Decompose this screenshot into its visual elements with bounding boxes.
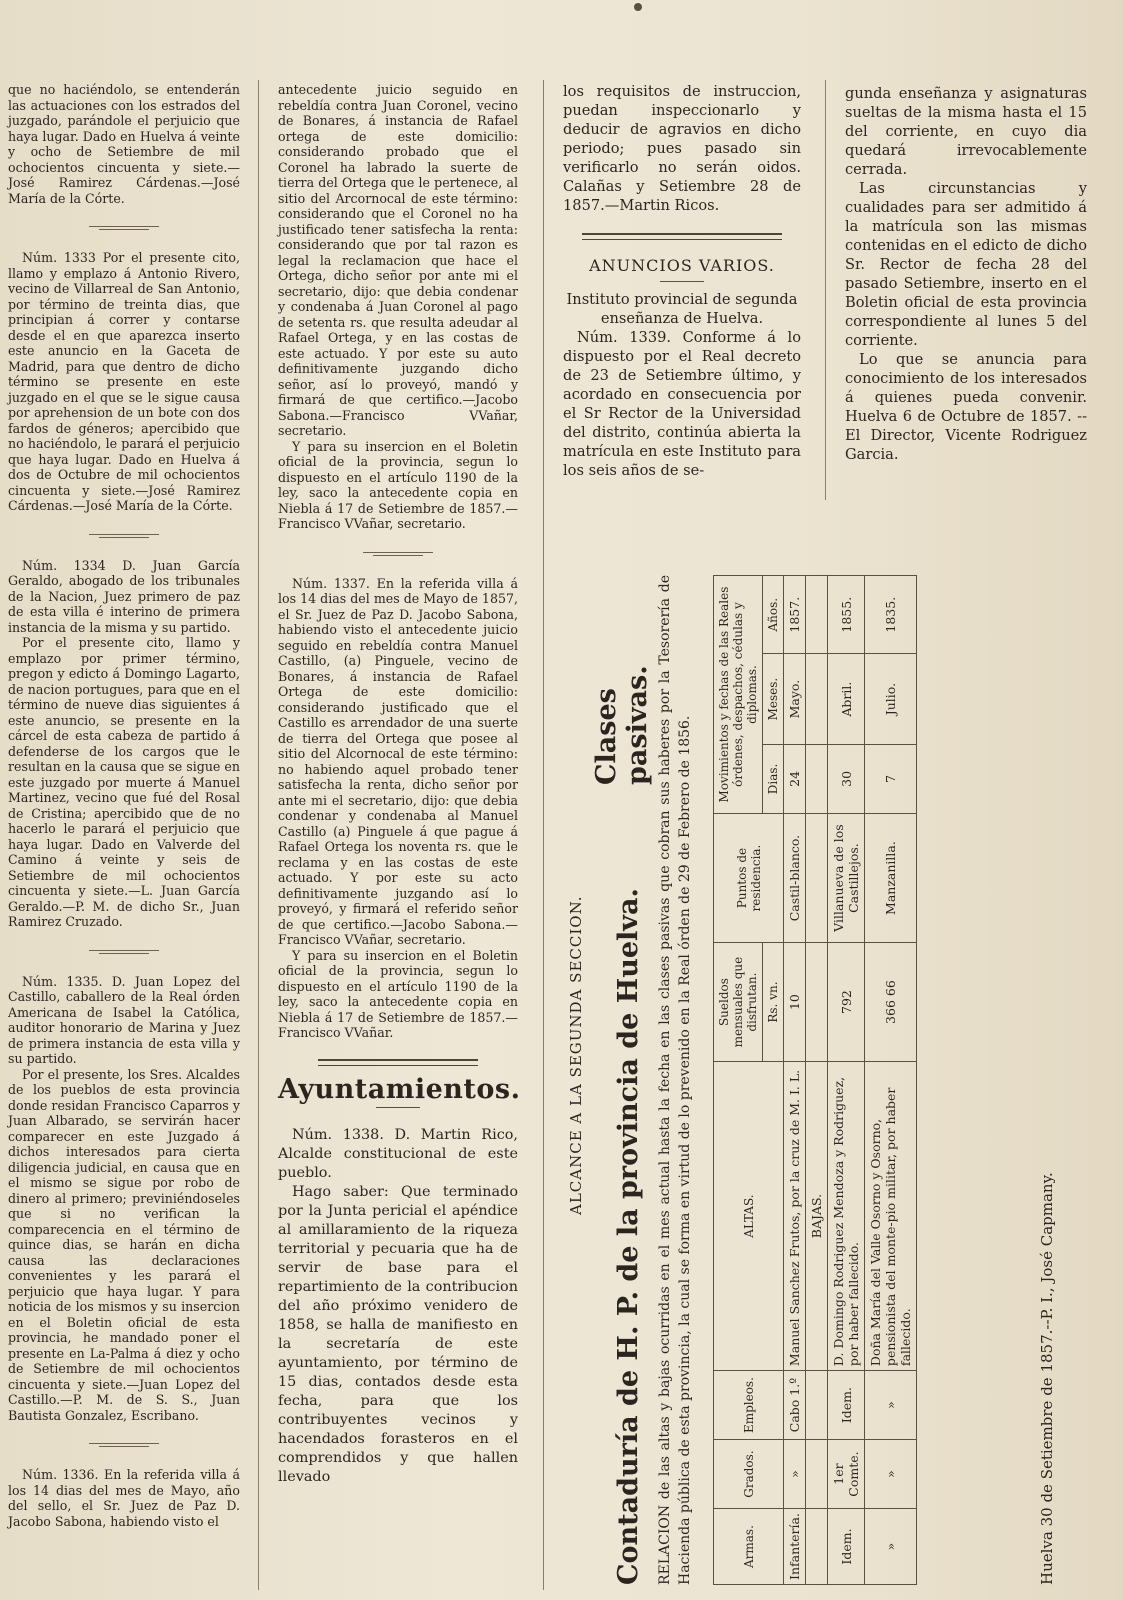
double-separator: [318, 1059, 478, 1066]
header-anos: Años.: [763, 576, 784, 654]
table-signature: Huelva 30 de Setiembre de 1857.--P. I., José Capmany.: [1038, 1172, 1056, 1585]
cell-grados: »: [784, 1440, 806, 1509]
header-dias: Dias.: [763, 744, 784, 813]
header-sueldos: Sueldos mensuales que disfrutan.: [714, 943, 763, 1062]
contaduria-title: Contaduría de H. P. de la provincia de Huelva.: [613, 888, 644, 1585]
separator: [363, 552, 433, 554]
notice-1334-body: Por el presente cito, llamo y emplazo por primer término, pregon y edicto á Domingo Lagarto, de nacion portugues, para que en el término de nueve dias siguientes á este anuncio, se presente en la cárcel de esta cabeza de partido á defenderse de los cargos que le resultan en la causa que se sigue en este juzgado por muerte á Manuel Martinez, vecino que fué del Rosal de Cristina; apercibido que de no hacerlo le parará el perjuicio que haya lugar. Dado en Valverde del Camino á veinte y seis de Setiembre de mil ochocientos cincuenta y siete.—L. Juan García Geraldo.—P. M. de dicho Sr., Juan Ramirez Cruzado.: [8, 635, 240, 929]
notice-1333: Núm. 1333 Por el presente cito, llamo y emplazo á Antonio Rivero, vecino de Villarreal de San Antonio, por término de treinta dias, que principian á correr y contarse desde el en que aparezca inserto este anuncio en la Gaceta de Madrid, para que dentro de dicho término se presente en este juzgado en el que se le sigue causa por aprehension de un bote con dos fardos de géneros; apercibido que no haciéndolo, le parará el perjuicio que haya lugar. Dado en Huelva á dos de Octubre de mil ochocientos cincuenta y siete.—José Ramirez Cárdenas.—José María de la Córte.: [8, 250, 240, 513]
clases-pasivas-section: [563, 563, 1098, 1585]
column-rule-1: [258, 80, 259, 1590]
cell-mes: Abril.: [828, 654, 865, 744]
notice-1339-continued: gunda enseñanza y asignaturas sueltas de la misma hasta el 15 del corriente, en cuyo dia quedará irrevocablemente cerrada.: [845, 85, 1087, 178]
cell-sueldo: 792: [828, 943, 865, 1062]
separator: [89, 534, 159, 536]
table-header-row: [714, 576, 763, 1585]
cell-dias: 30: [828, 744, 865, 813]
header-altas: ALTAS.: [714, 1062, 784, 1371]
notice-1339-closing: Lo que se anuncia para conocimiento de los interesados á quienes pueda convenir. Huelva 6 de Octubre de 1857. --El Director, Vicente Rodriguez Garcia.: [845, 351, 1087, 463]
cell-nombre: D. Domingo Rodriguez Mendoza y Rodriguez, por haber fallecido.: [828, 1062, 865, 1371]
notice-1338-body: Hago saber: Que terminado por la Junta pericial el apéndice al amillaramiento de la riqueza territorial y pecuaria que ha de servir de base para el repartimiento de la contribucion del año próximo venidero de 1858, se halla de manifiesto en la secretaría de este ayuntamiento, por término de 15 dias, contados desde esta fecha, para que los contribuyentes vecinos y hacendados forasteros en el comprendidos y que hallen llevado: [278, 1184, 518, 1485]
cell-grados: »: [865, 1440, 917, 1509]
column-rule-2: [543, 80, 544, 1590]
table-row: [865, 576, 917, 1585]
cell-ano: 1855.: [828, 576, 865, 654]
cell-ano: 1835.: [865, 576, 917, 654]
page-hole: [634, 3, 642, 11]
table-row: [828, 576, 865, 1585]
cell-armas: Idem.: [828, 1509, 865, 1585]
column-rule-3: [825, 80, 826, 500]
separator: [89, 950, 159, 952]
cell-punto: Manzanilla.: [865, 814, 917, 943]
column-3: [563, 82, 801, 480]
notice-1337-insertion: Y para su insercion en el Boletin oficial de la provincia, segun lo dispuesto en el artículo 1190 de la ley, saco la antecedente copia en Niebla á 17 de Setiembre de 1857.—Francisco VVañar.: [278, 947, 518, 1040]
alcance-heading: ALCANCE A LA SEGUNDA SECCION.: [567, 895, 585, 1215]
separator: [89, 1443, 159, 1445]
table-row-bajas-label: [806, 576, 828, 1585]
table-row: [784, 576, 806, 1585]
header-grados: Grados.: [714, 1440, 784, 1509]
cell-armas: Infantería.: [784, 1509, 806, 1585]
heading-anuncios-varios: ANUNCIOS VARIOS.: [589, 256, 775, 275]
column-4: [845, 84, 1087, 464]
cell-mes: Mayo.: [784, 654, 806, 744]
cell-mes: Julio.: [865, 654, 917, 744]
cell-ano: 1857.: [784, 576, 806, 654]
column-2: [278, 82, 521, 1487]
notice-1338-continued: los requisitos de instruccion, puedan inspeccionarlo y deducir de agravios en dicho periodo; pues pasado sin verificarlo no serán oidos. Calañas y Setiembre 28 de 1857.—Martin Ricos.: [563, 83, 801, 214]
cell-armas: »: [865, 1509, 917, 1585]
header-armas: Armas.: [714, 1509, 784, 1585]
cell-bajas-label: BAJAS.: [806, 1062, 828, 1371]
separator: [660, 281, 704, 282]
relacion-text: RELACION de las altas y bajas ocurridas en el mes actual hasta la fecha en las clases pasivas que cobran sus haberes por la Tesorería de Hacienda pública de esta provincia, la cual se forma en virtud de lo prevenido en la Real órden de 29 de Febrero de 1856.: [657, 575, 693, 1585]
cell-nombre: Doña María del Valle Osorno y Osorno, pensionista del monte-pio militar, por haber fallecido.: [865, 1062, 917, 1371]
notice-1339-conditions: Las circunstancias y cualidades para ser admitido á la matrícula son las mismas contenidas en el edicto de dicho Sr. Rector de fecha 28 del pasado Setiembre, inserto en el Boletin oficial de esta provincia correspondiente al lunes 5 del corriente.: [845, 180, 1087, 349]
notice-1336-insertion: Y para su insercion en el Boletin oficial de la provincia, segun lo dispuesto en el artículo 1190 de la ley, saco la antecedente copia en Niebla á 17 de Setiembre de 1857.—Francisco VVañar, secretario.: [278, 438, 518, 531]
cell-punto: Villanueva de los Castillejos.: [828, 814, 865, 943]
notice-1335-heading: Núm. 1335. D. Juan Lopez del Castillo, caballero de la Real órden Americana de Isabel la Católica, auditor honorario de Marina y Juez de primera instancia de esta villa y su partido.: [8, 973, 240, 1066]
header-movimientos: Movimientos y fechas de las Reales órdenes, despachos, cédulas y diplomas.: [714, 576, 763, 814]
header-puntos: Puntos de residencia.: [714, 814, 784, 943]
clases-pasivas-table: [713, 575, 917, 1585]
separator: [376, 1107, 420, 1108]
notice-continuation: que no haciéndolo, se entenderán las actuaciones con los estrados del juzgado, parándole el perjuicio que haya lugar. Dado en Huelva á veinte y ocho de Setiembre de mil ochocientos cincuenta y siete.— José Ramirez Cárdenas.—José María de la Córte.: [8, 82, 240, 206]
header-empleos: Empleos.: [714, 1371, 784, 1440]
notice-1339: Núm. 1339. Conforme á lo dispuesto por el Real decreto de 23 de Setiembre último, y acordado en consecuencia por el Sr Rector de la Universidad del distrito, continúa abierta la matrícula en este Instituto para los seis años de se-: [563, 329, 801, 479]
cell-punto: Castil-blanco.: [784, 814, 806, 943]
clases-pasivas-title: Clases pasivas.: [591, 665, 653, 785]
notice-1337: Núm. 1337. En la referida villa á los 14 dias del mes de Mayo de 1857, el Sr. Juez de Paz D. Jacobo Sabona, habiendo visto el antecedente juicio seguido en rebeldía contra Manuel Castillo, (a) Pinguele, vecino de Bonares, á instancia de Rafael Ortega de este domicilio: considerando justificado que el Castillo es arrendador de una suerte de tierra del Ortega que posee al sitio del Alcornocal de este término: no habiendo aquel probado tener satisfecha la renta, dicho señor por ante mi el secretario, dijo: que debia condenar y condenaba al Manuel Castillo (a) Pinguele á que pague á Rafael Ortega los noventa rs. que le reclama y en las costas de este actuado. Y por este su acto definitivamente juzgando así lo proveyó, y firmará el referido señor de que certifico.—Jacobo Sabona.—Francisco VVañar, secretario.: [278, 575, 518, 947]
institute-name: Instituto provincial de segunda enseñanza de Huelva.: [566, 291, 798, 327]
cell-sueldo: 10: [784, 943, 806, 1062]
cell-empleos: Idem.: [828, 1371, 865, 1440]
cell-sueldo: 366 66: [865, 943, 917, 1062]
notice-1338-heading: Núm. 1338. D. Martin Rico, Alcalde constitucional de este pueblo.: [278, 1127, 518, 1181]
cell-dias: 24: [784, 744, 806, 813]
notice-1336: Núm. 1336. En la referida villa á los 14 dias del mes de Mayo, año del sello, el Sr. Juez de Paz D. Jacobo Sabona, habiendo visto el: [8, 1467, 240, 1529]
notice-1334-heading: Núm. 1334 D. Juan García Geraldo, abogado de los tribunales de la Nacion, Juez primero de paz de esta villa é interino de primera instancia de la misma y su partido.: [8, 557, 240, 635]
cell-dias: 7: [865, 744, 917, 813]
cell-empleos: »: [865, 1371, 917, 1440]
column-1: [8, 82, 240, 1529]
header-rs: Rs. vn.: [763, 943, 784, 1062]
double-separator: [582, 233, 782, 240]
header-meses: Meses.: [763, 654, 784, 744]
section-title-ayuntamientos: Ayuntamientos.: [278, 1073, 521, 1105]
cell-grados: 1er Comte.: [828, 1440, 865, 1509]
notice-1336-continued: antecedente juicio seguido en rebeldía contra Juan Coronel, vecino de Bonares, á instancia de Rafael ortega de este domicilio: considerando probado que el Coronel ha labrado la suerte de tierra del Ortega que le pertenece, al sitio del Arcornocal de este término: considerando que el Coronel no ha justificado tener satisfecha la renta: considerando que por tal razon es legal la reclamacion que hace el Ortega, dicho señor por ante mi el secretario, dijo: que debia condenar y condenaba á Juan Coronel al pago de setenta rs. que resulta adeudar al Rafael Ortega, y en las costas de este actuado. Y por este su auto definitivamente juzgando dicho señor, así lo proveyó, mandó y firmará de que certifico.—Jacobo Sabona.—Francisco VVañar, secretario.: [278, 82, 518, 438]
cell-nombre: Manuel Sanchez Frutos, por la cruz de M. I. L.: [784, 1062, 806, 1371]
separator: [89, 226, 159, 228]
notice-1335-body: Por el presente, los Sres. Alcaldes de los pueblos de esta provincia donde residan Francisco Caparros y Juan Albarado, se servirán hacer comparecer en este Juzgado á dichos interesados para cierta diligencia judicial, en causa que en el mismo se sigue por robo de dinero al primero; previniéndoseles que si no verifican la comparecencia en el término de quince dias, se harán en dicha causa las declaraciones convenientes y les parará el perjuicio que haya lugar. Y para noticia de los mismos y su insercion en el Boletin oficial de esta provincia, he mandado poner el presente en La-Palma á diez y ocho de Setiembre de mil ochocientos cincuenta y siete.—Juan Lopez del Castillo.—P. M. de S. S., Juan Bautista Gonzalez, Escribano.: [8, 1066, 240, 1423]
cell-empleos: Cabo 1.º: [784, 1371, 806, 1440]
